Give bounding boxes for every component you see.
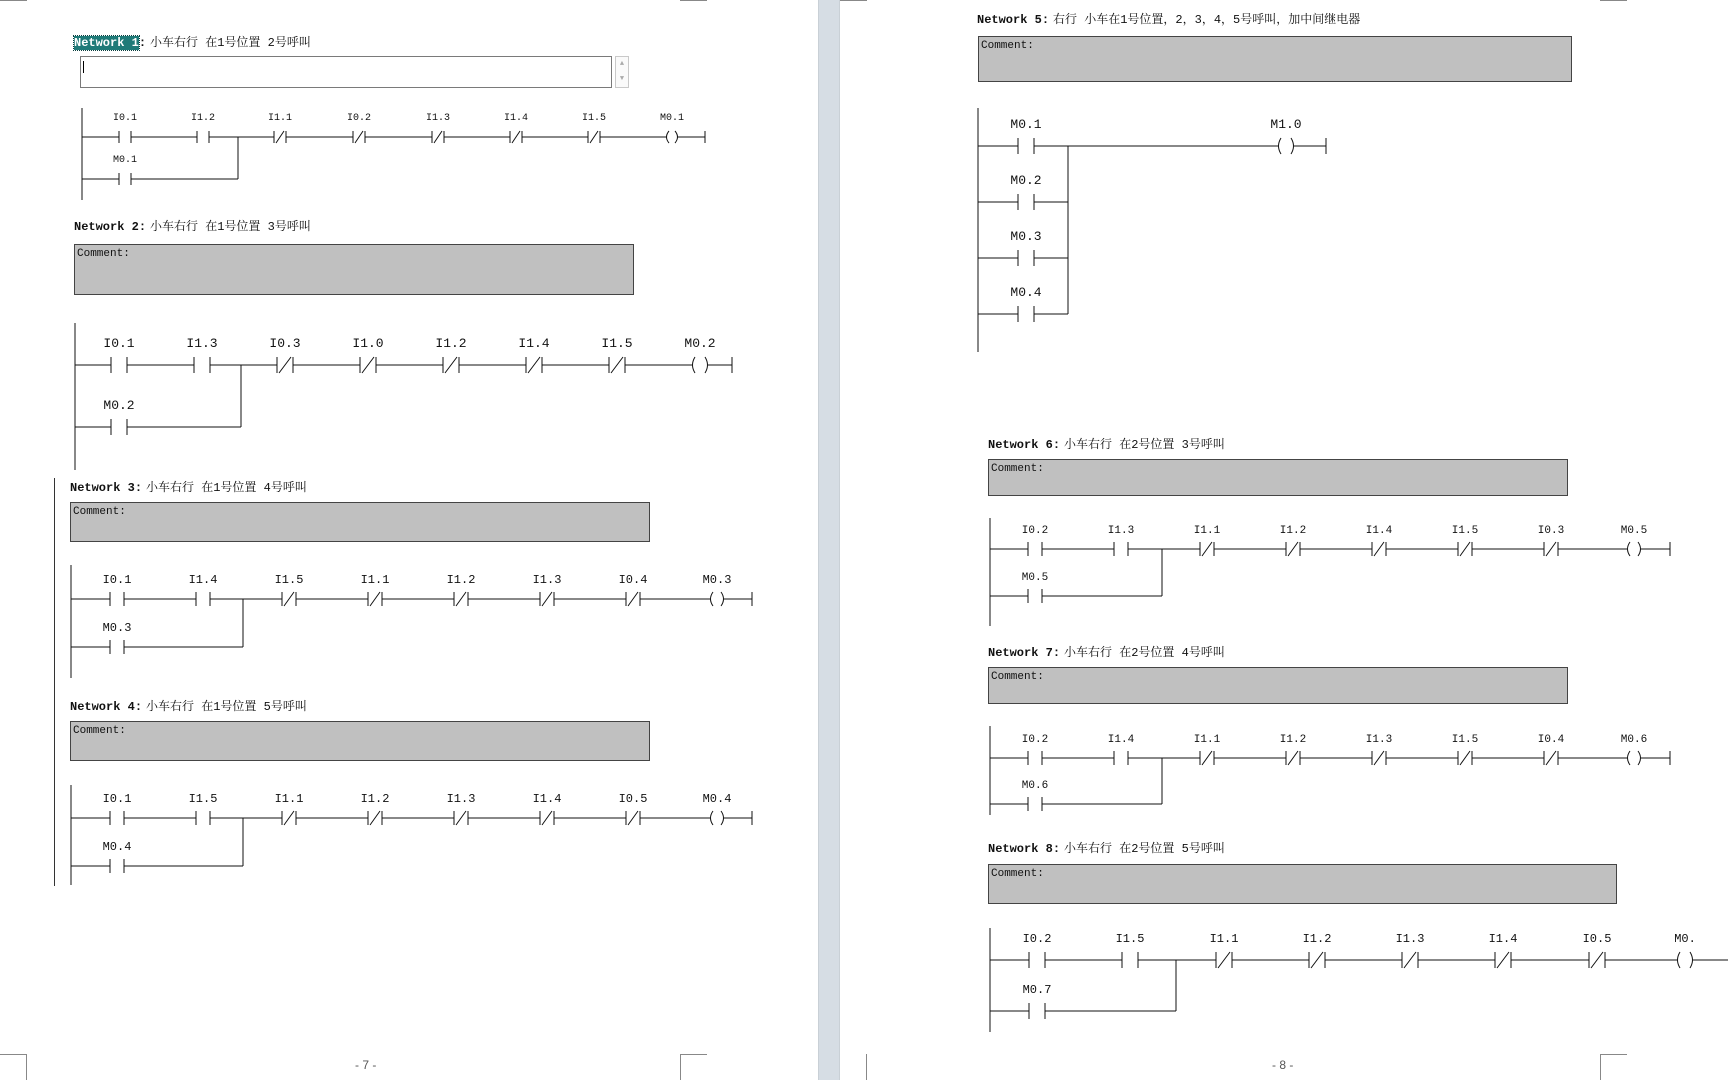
contact-address: I1.2 <box>435 336 467 351</box>
contact-address: I1.5 <box>1451 734 1479 746</box>
contact-address: I1.3 <box>446 792 476 806</box>
no-contact[interactable] <box>1029 952 1045 968</box>
network-description: 小车右行 在2号位置 4号呼叫 <box>1064 646 1225 660</box>
contact-address: I0.2 <box>1021 525 1049 537</box>
margin-line <box>54 478 55 886</box>
comment-box[interactable]: Comment: <box>988 459 1568 496</box>
no-contact[interactable] <box>196 811 210 825</box>
coil-address: M0.5 <box>1620 525 1648 537</box>
contact-address: I1.3 <box>1395 932 1425 946</box>
comment-box[interactable]: Comment: <box>70 502 650 542</box>
contact-address: I1.1 <box>1193 525 1221 537</box>
contact-address: I1.4 <box>1488 932 1518 946</box>
contact-address: I1.3 <box>1365 734 1393 746</box>
contact-address: I0.3 <box>1537 525 1565 537</box>
contact-address: I1.4 <box>503 113 529 124</box>
contact-address: I0.2 <box>1022 932 1052 946</box>
contact-address: I1.5 <box>1451 525 1479 537</box>
contact-address: I1.1 <box>267 113 293 124</box>
nc-contact[interactable] <box>454 811 468 825</box>
document-page-8 <box>840 0 1728 1080</box>
nc-contact[interactable] <box>1495 952 1511 968</box>
contact-address: I1.1 <box>1193 734 1221 746</box>
nc-contact[interactable] <box>1402 952 1418 968</box>
network-colon: : <box>138 220 147 234</box>
contact-address: I0.1 <box>102 792 132 806</box>
latch-address: M0.7 <box>1022 983 1052 997</box>
comment-box[interactable]: Comment: <box>988 864 1617 904</box>
contact-address: I1.2 <box>1279 734 1307 746</box>
network-label[interactable]: Network 2 <box>74 220 139 234</box>
network-description: 小车右行 在1号位置 3号呼叫 <box>150 220 311 234</box>
network-label[interactable]: Network 7 <box>988 646 1053 660</box>
nc-contact[interactable] <box>1309 952 1325 968</box>
network-colon: : <box>138 36 147 50</box>
no-contact[interactable] <box>1122 952 1138 968</box>
contact-address: I0.1 <box>112 113 138 124</box>
network-description: 小车右行 在1号位置 5号呼叫 <box>146 700 307 714</box>
latch-address: M0.3 <box>102 621 132 635</box>
contact-address: I0.1 <box>103 336 135 351</box>
contact-address: I1.4 <box>1365 525 1393 537</box>
coil-address: M0.6 <box>1620 734 1648 746</box>
contact-address: I1.2 <box>1279 525 1307 537</box>
nc-contact[interactable] <box>540 811 554 825</box>
nc-contact[interactable] <box>282 811 296 825</box>
latch-address: M0.1 <box>112 155 138 166</box>
contact-address: I1.0 <box>352 336 384 351</box>
network-description: 小车右行 在2号位置 3号呼叫 <box>1064 438 1225 452</box>
coil-address: M0.3 <box>702 573 732 587</box>
contact-address: I1.5 <box>601 336 633 351</box>
output-coil[interactable] <box>1678 952 1693 968</box>
comment-box[interactable]: Comment: <box>988 667 1568 704</box>
contact-address: I1.2 <box>1302 932 1332 946</box>
scroll-down-icon[interactable]: ▼ <box>619 75 625 83</box>
contact-address: I1.5 <box>188 792 218 806</box>
contact-address: I1.5 <box>1115 932 1145 946</box>
network-colon: : <box>134 700 143 714</box>
page-number: - 8 - <box>1272 1058 1294 1072</box>
network-colon: : <box>134 481 143 495</box>
contact-address: I0.3 <box>269 336 301 351</box>
no-contact[interactable] <box>110 811 124 825</box>
contact-address: I0.4 <box>1537 734 1565 746</box>
latch-address: M0.4 <box>102 840 132 854</box>
contact-address: I1.1 <box>274 792 304 806</box>
contact-address: M0.1 <box>1010 117 1042 132</box>
network-label[interactable]: Network 3 <box>70 481 135 495</box>
comment-box[interactable]: Comment: <box>74 244 634 295</box>
nc-contact[interactable] <box>626 811 640 825</box>
contact-address: I1.2 <box>190 113 216 124</box>
output-coil[interactable] <box>711 811 724 825</box>
page-gap <box>818 0 840 1080</box>
network-colon: : <box>1052 646 1061 660</box>
contact-address: I0.5 <box>1582 932 1612 946</box>
contact-address: I1.3 <box>532 573 562 587</box>
contact-address: M0.4 <box>1010 285 1042 300</box>
network-colon: : <box>1041 13 1050 27</box>
network-description: 小车右行 在1号位置 4号呼叫 <box>146 481 307 495</box>
contact-address: I1.3 <box>1107 525 1135 537</box>
network-label[interactable]: Network 8 <box>988 842 1053 856</box>
latch-contact[interactable] <box>110 859 124 873</box>
contact-address: I1.4 <box>532 792 562 806</box>
comment-box[interactable]: Comment: <box>70 721 650 761</box>
page-number: - 7 - <box>355 1058 377 1072</box>
contact-address: I1.4 <box>518 336 550 351</box>
network-colon: : <box>1052 842 1061 856</box>
contact-address: I1.4 <box>1107 734 1135 746</box>
nc-contact[interactable] <box>1589 952 1605 968</box>
network-colon: : <box>1052 438 1061 452</box>
network-description: 小车右行 在2号位置 5号呼叫 <box>1064 842 1225 856</box>
coil-address: M0. <box>1674 932 1696 946</box>
nc-contact[interactable] <box>368 811 382 825</box>
contact-address: I0.1 <box>102 573 132 587</box>
comment-box[interactable]: Comment: <box>978 36 1572 82</box>
contact-address: I1.3 <box>425 113 451 124</box>
coil-address: M1.0 <box>1270 117 1302 132</box>
contact-address: I1.5 <box>274 573 304 587</box>
latch-address: M0.5 <box>1021 572 1049 584</box>
network-label[interactable]: Network 6 <box>988 438 1053 452</box>
nc-contact[interactable] <box>1216 952 1232 968</box>
contact-address: I1.2 <box>360 792 390 806</box>
coil-address: M0.2 <box>684 336 716 351</box>
contact-address: I1.4 <box>188 573 218 587</box>
contact-address: I1.1 <box>1209 932 1239 946</box>
contact-address: M0.2 <box>1010 173 1042 188</box>
contact-address: I0.5 <box>618 792 648 806</box>
contact-address: I1.3 <box>186 336 218 351</box>
ladder-diagram <box>840 0 1728 1080</box>
contact-address: I1.1 <box>360 573 390 587</box>
contact-address: I0.2 <box>346 113 372 124</box>
latch-address: M0.6 <box>1021 780 1049 792</box>
coil-address: M0.1 <box>659 113 685 124</box>
contact-address: I1.5 <box>581 113 607 124</box>
document-page-7 <box>0 0 818 1080</box>
contact-address: I1.2 <box>446 573 476 587</box>
latch-address: M0.2 <box>103 398 135 413</box>
latch-contact[interactable] <box>1029 1003 1045 1019</box>
network-description: 右行 小车在1号位置，2，3，4，5号呼叫，加中间继电器 <box>1053 13 1361 27</box>
scroll-up-icon[interactable]: ▲ <box>619 60 625 68</box>
network-description: 小车右行 在1号位置 2号呼叫 <box>150 36 311 50</box>
coil-address: M0.4 <box>702 792 732 806</box>
network-label[interactable]: Network 5 <box>977 13 1042 27</box>
contact-address: I0.2 <box>1021 734 1049 746</box>
network-label[interactable]: Network 4 <box>70 700 135 714</box>
contact-address: I0.4 <box>618 573 648 587</box>
network-label[interactable]: Network 1 <box>74 36 139 50</box>
ladder-diagram <box>0 0 818 1080</box>
contact-address: M0.3 <box>1010 229 1042 244</box>
